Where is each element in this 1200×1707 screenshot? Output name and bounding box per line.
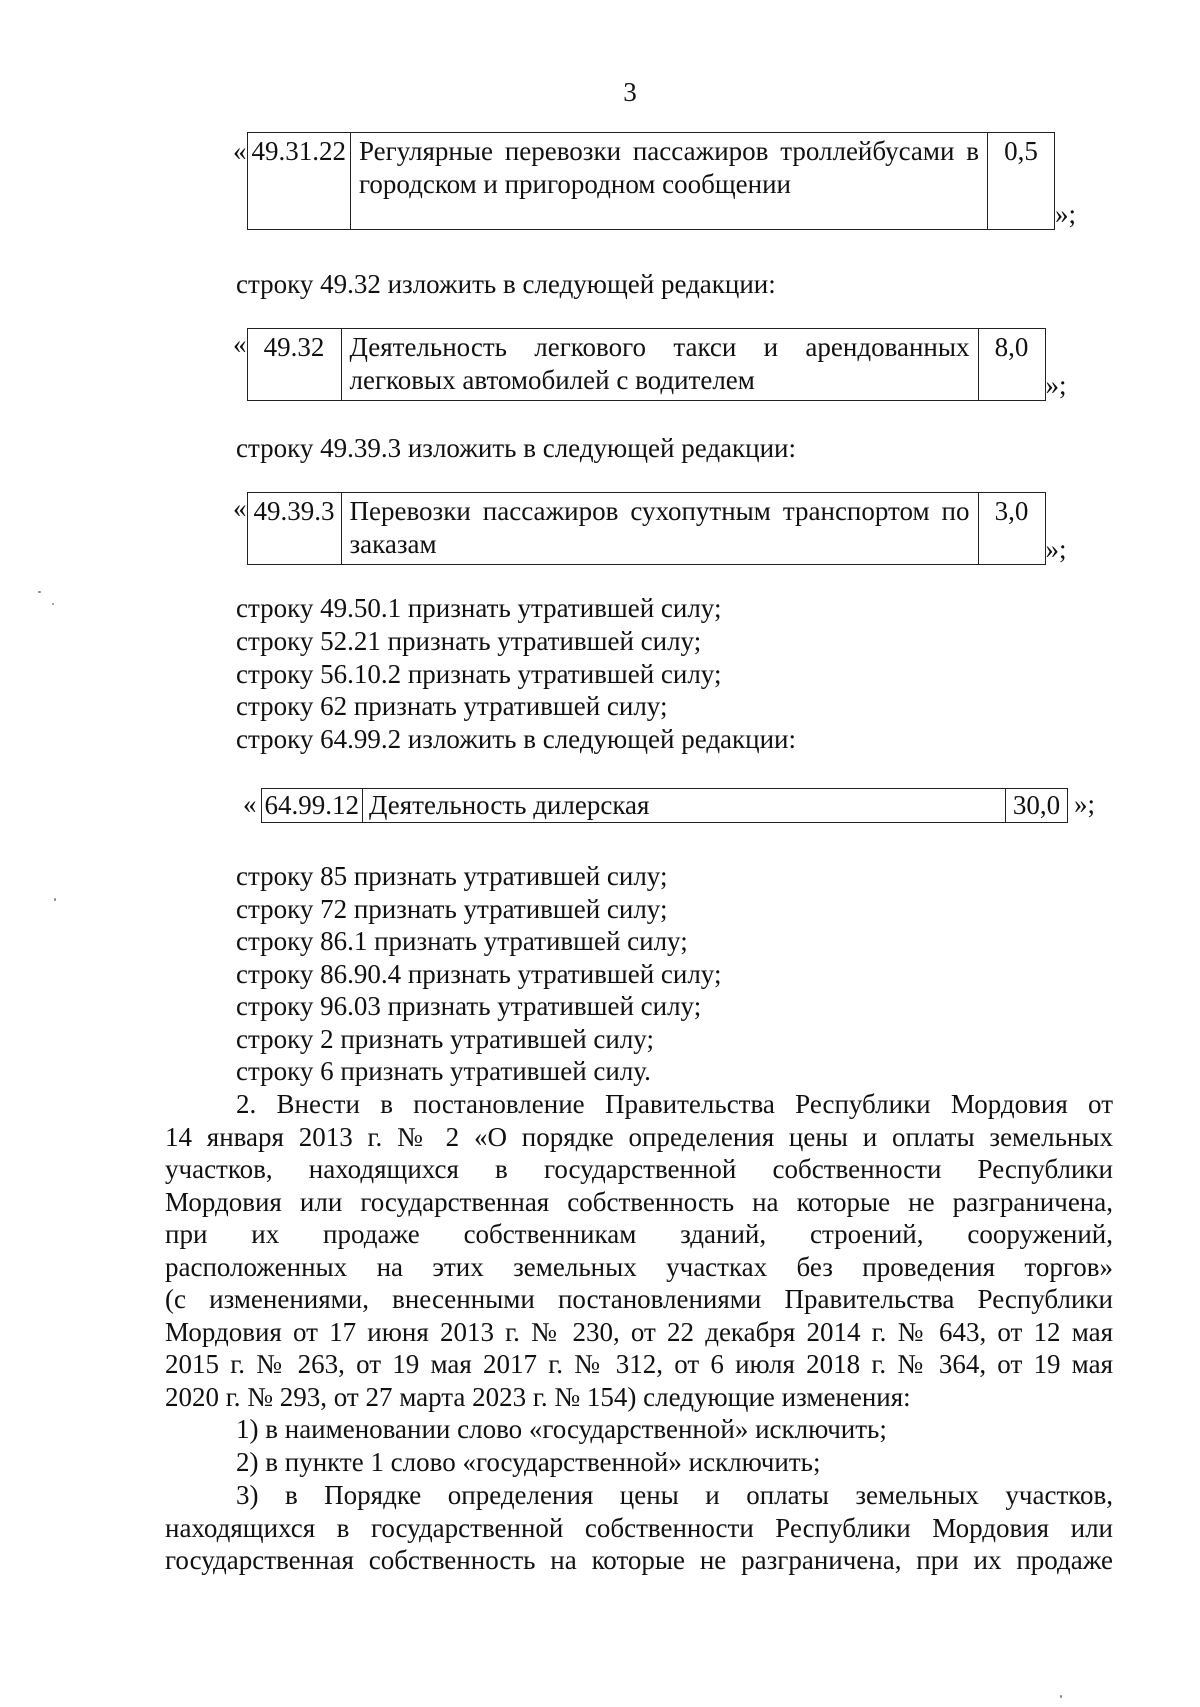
list-item: строку 56.10.2 признать утратившей силу;: [236, 659, 722, 689]
instruction-line: строку 49.39.3 изложить в следующей редакции:: [236, 433, 797, 463]
list-item: строку 6 признать утратившей силу.: [236, 1056, 651, 1086]
activity-code: 64.99.12: [261, 789, 363, 823]
paragraph-2: [165, 1088, 1113, 1413]
activity-description: Деятельность легкового такси и арендованных легковых автомобилей с водителем: [341, 329, 978, 401]
quote-open: «: [233, 136, 247, 166]
sub-item-1: 1) в наименовании слово «государственной» исключить;: [236, 1414, 887, 1444]
list-item: строку 86.1 признать утратившей силу;: [236, 926, 688, 956]
table-row: [247, 133, 1055, 230]
list-item: строку 85 признать утратившей силу;: [236, 861, 668, 891]
paragraph-line: государственная собственность на которые не разграничена, при их продаже: [165, 1545, 1113, 1575]
paragraph-line: 14 января 2013 г. № 2 «О порядке определения цены и оплаты земельных: [165, 1121, 1113, 1152]
quote-open: «: [243, 789, 257, 819]
quote-open: «: [233, 329, 247, 359]
list-item: строку 86.90.4 признать утратившей силу;: [236, 959, 722, 989]
list-item: строку 49.50.1 признать утратившей силу;: [236, 593, 722, 623]
coefficient-value: 0,5: [988, 133, 1055, 230]
scan-speck: [54, 898, 56, 901]
amendment-table-49-31-22: [233, 132, 1076, 230]
scan-speck: [38, 591, 41, 593]
table-row: [247, 329, 1045, 401]
coefficient-value: 30,0: [1006, 789, 1068, 823]
paragraph-line: 3) в Порядке определения цены и оплаты земельных участков,: [236, 1480, 1113, 1510]
activity-description: Деятельность дилерская: [363, 789, 1006, 823]
paragraph-line: находящихся в государственной собственности Республики Мордовия или: [165, 1512, 1113, 1543]
paragraph-line: Мордовия или государственная собственность на которые не разграничена,: [165, 1186, 1113, 1217]
list-item: строку 96.03 признать утратившей силу;: [236, 991, 702, 1021]
classifier-table: [247, 132, 1056, 230]
quote-close: »;: [1045, 369, 1067, 400]
activity-code: 49.39.3: [247, 493, 341, 565]
activity-description: Регулярные перевозки пассажиров троллейбусами в городском и пригородном сообщении: [351, 133, 988, 230]
paragraph-line: участков, находящихся в государственной собственности Республики: [165, 1154, 1113, 1184]
classifier-table: [261, 788, 1069, 823]
list-item: строку 62 признать утратившей силу;: [236, 691, 668, 721]
page-number: 3: [623, 77, 637, 107]
paragraph-line: расположенных на этих земельных участках без проведения торгов»: [165, 1251, 1113, 1282]
paragraph-line: при их продаже собственникам зданий, строений, сооружений,: [165, 1219, 1113, 1249]
quote-close: »;: [1045, 533, 1067, 564]
sub-item-2: 2) в пункте 1 слово «государственной» исключить;: [236, 1447, 821, 1477]
amendment-table-49-39-3: [233, 492, 1067, 565]
quote-close: »;: [1055, 198, 1077, 229]
scan-speck: [1060, 1695, 1062, 1698]
classifier-table: [247, 328, 1046, 401]
quote-open: «: [233, 493, 247, 523]
list-item: строку 64.99.2 изложить в следующей редакции:: [236, 724, 797, 754]
quote-close: »;: [1074, 789, 1096, 819]
amendment-table-49-32: [233, 328, 1067, 401]
table-row: [261, 789, 1068, 823]
list-item: строку 2 признать утратившей силу;: [236, 1024, 654, 1054]
instruction-line: строку 49.32 изложить в следующей редакции:: [236, 269, 776, 299]
coefficient-value: 8,0: [978, 329, 1045, 401]
list-item: строку 52.21 признать утратившей силу;: [236, 626, 702, 656]
activity-description: Перевозки пассажиров сухопутным транспортом по заказам: [341, 493, 978, 565]
list-item: строку 72 признать утратившей силу;: [236, 894, 668, 924]
paragraph-line: (с изменениями, внесенными постановлениями Правительства Республики: [165, 1284, 1113, 1314]
paragraph-line: Мордовия от 17 июня 2013 г. № 230, от 22 декабря 2014 г. № 643, от 12 мая: [165, 1316, 1113, 1347]
classifier-table: [247, 492, 1046, 565]
table-row: [247, 493, 1045, 565]
activity-code: 49.32: [247, 329, 341, 401]
paragraph-line: 2020 г. № 293, от 27 марта 2023 г. № 154) следующие изменения:: [165, 1381, 911, 1412]
coefficient-value: 3,0: [978, 493, 1045, 565]
paragraph-line: 2. Внести в постановление Правительства Республики Мордовия от: [236, 1089, 1113, 1119]
sub-item-3: [165, 1479, 1113, 1577]
paragraph-line: 2015 г. № 263, от 19 мая 2017 г. № 312, от 6 июля 2018 г. № 364, от 19 мая: [165, 1349, 1113, 1379]
scan-speck: [52, 603, 54, 605]
amendment-table-64-99-12: [243, 788, 1095, 823]
activity-code: 49.31.22: [247, 133, 351, 230]
